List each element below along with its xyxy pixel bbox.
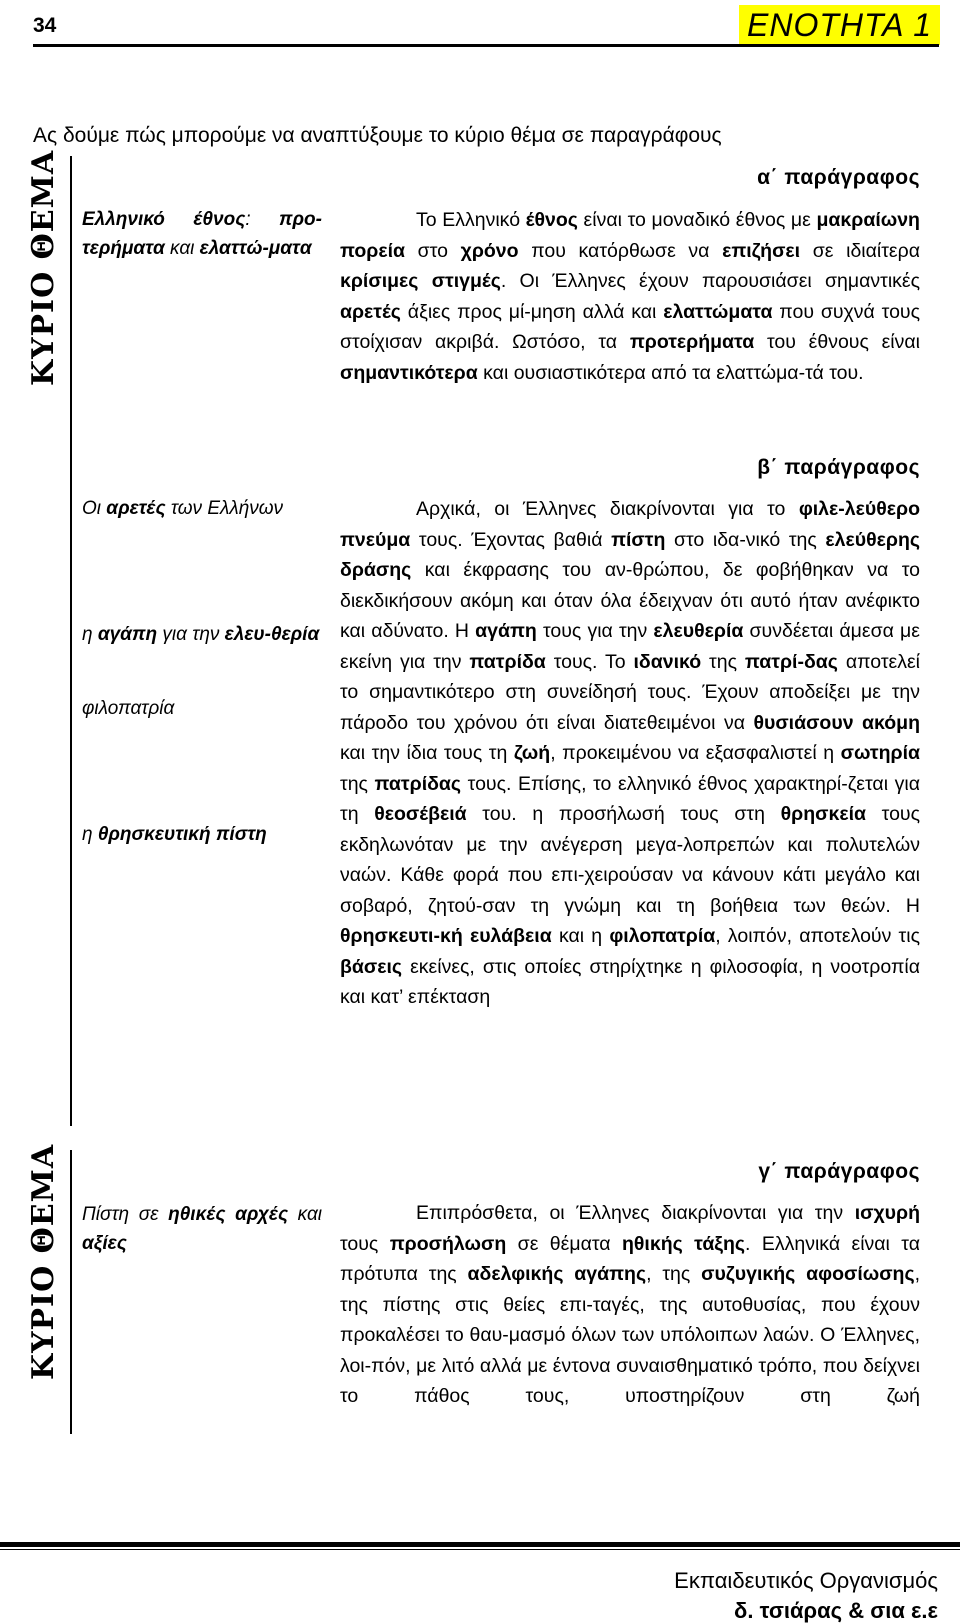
paragraph-a-title: α΄ παράγραφος (757, 166, 920, 189)
header-divider (33, 44, 939, 47)
side-note-religious-faith: η θρησκευτική πίστη (82, 824, 267, 845)
paragraph-a-text: Το Ελληνικό έθνος είναι το μοναδικό έθνος με μακραίωνη πορεία στο χρόνο που κατόρθωσε να επιζήσει σε ιδιαίτερα κρίσιμες στιγμές. Οι Έλληνες έχουν παρουσιάσει σημαντικές αρετές άξιες προς μί-μηση αλλά και ελαττώματα που συχνά τους στοίχισαν ακριβά. Ωστόσο, τα προτερήματα του έθνους είναι σημαντικότερα και ουσιαστικότερα από τα ελαττώμα-τά του. (340, 209, 920, 384)
left-margin-line (70, 156, 72, 1126)
side-note-virtues: Οι αρετές των Ελλήνων (82, 498, 284, 519)
page-number: 34 (33, 14, 57, 37)
paragraph-c-title: γ΄ παράγραφος (758, 1160, 920, 1183)
vertical-label-main-topic-2: ΚΥΡΙΟ ΘΕΜΑ (26, 1143, 61, 1380)
paragraph-b-text: Αρχικά, οι Έλληνες διακρίνονται για το φιλε-λεύθερο πνεύμα τους. Έχοντας βαθιά πίστη στο ιδα-νικό της ελεύθερης δράσης και έκφρασης του αν-θρώπου, δε φοβήθηκαν να το διεκδικήσουν ακόμη και όταν όλα έδειχναν ότι αυτό ήταν ανέφικτο και αδύνατο. Η αγάπη τους για την ελευθερία συνδέεται άμεσα με εκείνη για την πατρίδα τους. Το ιδανικό της πατρί-δας αποτελεί το σημαντικότερο στη συνείδησή τους. Έχουν αποδείξει με την πάροδο του χρόνου ότι είναι διατεθειμένοι να θυσιάσουν ακόμη και την ίδια τους τη ζωή, προκειμένου να εξασφαλιστεί η σωτηρία της πατρίδας τους. Επίσης, το ελληνικό έθνος χαρακτηρί-ζεται για τη θεοσέβειά του. η προσήλωσή τους στη θρησκεία τους εκδηλωνόταν με την ανέγερση μεγα-λοπρεπών και πολυτελών ναών. Κάθε φορά που επι-χειρούσαν να κάνουν κάτι μεγάλο και σοβαρό, ζητού-σαν τη γνώμη και τη βοήθεια των θεών. Η θρησκευτι-κή ευλάβεια και η φιλοπατρία, λοιπόν, αποτελούν τις βάσεις εκείνες, στις οποίες στηρίχτηκε η φιλοσοφία, η νοοτροπία και κατ’ επέκταση (340, 498, 921, 1008)
vertical-label-main-topic: ΚΥΡΙΟ ΘΕΜΑ (26, 149, 61, 386)
footer-divider-thick (0, 1542, 960, 1547)
footer-divider-thin (0, 1549, 960, 1550)
left-margin-line-2 (70, 1150, 72, 1434)
footer-publisher: δ. τσιάρας & σια ε.ε (734, 1598, 938, 1623)
side-note-moral-values: Πίστη σε ηθικές αρχές και αξίες (82, 1204, 322, 1254)
side-note-love-of-freedom: η αγάπη για την ελευ-θερία (82, 624, 320, 645)
paragraph-c-text: Επιπρόσθετα, οι Έλληνες διακρίνονται για την ισχυρή τους προσήλωση σε θέματα ηθικής τάξης. Ελληνικά είναι τα πρότυπα της αδελφικής αγάπης, της συζυγικής αφοσίωσης, της πίστης στις θείες επι-ταγές, της αυτοθυσίας, που έχουν προκαλέσει το θαυ-μασμό όλων των υπόλοιπων λαών. Ο Έλληνες, λοι-πόν, με λιτό αλλά με έντονα συναισθηματικό τρόπο, που δείχνει το πάθος τους, υποστηρίζουν στη ζωή (340, 1202, 921, 1407)
unit-title-badge: ΕΝΟΤΗΤΑ 1 (739, 5, 940, 45)
footer-organization: Εκπαιδευτικός Οργανισμός (674, 1568, 938, 1593)
intro-text: Ας δούμε πώς μπορούμε να αναπτύξουμε το κύριο θέμα σε παραγράφους (33, 124, 722, 147)
paragraph-b-title: β΄ παράγραφος (757, 456, 920, 479)
side-note-patriotism: φιλοπατρία (82, 698, 175, 719)
side-note-national-traits: Ελληνικό έθνος: προ-τερήματα και ελαττώ-ματα (82, 209, 322, 259)
